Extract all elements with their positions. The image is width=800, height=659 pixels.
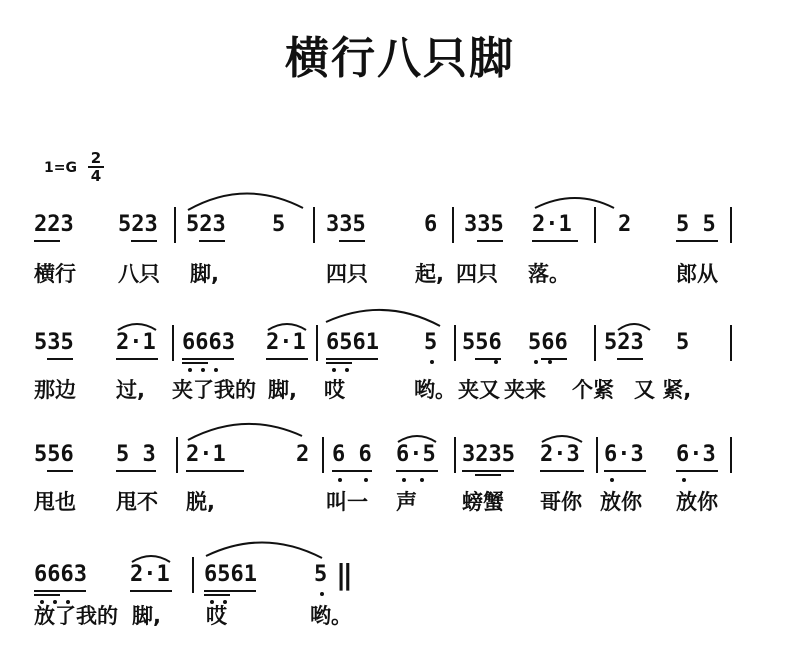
note-group: 2·1 <box>186 442 226 467</box>
note-group: 2·1 <box>116 330 156 355</box>
lyric: 螃蟹 <box>462 490 504 514</box>
note-group: 556 <box>34 442 74 467</box>
lyric: 夹了我的 <box>172 378 256 402</box>
note-group: 223 <box>34 212 74 237</box>
lyric: 脚, <box>132 604 161 628</box>
note-group: 3235 <box>462 442 515 467</box>
lyric: 过, <box>116 378 145 402</box>
note-group: 6561 <box>204 562 257 587</box>
lyric: 脱, <box>186 490 215 514</box>
note-group: 335 <box>464 212 504 237</box>
lyric: 声 <box>396 490 417 514</box>
time-signature-top: 2 <box>90 149 102 167</box>
lyric: 哟。 <box>414 378 456 402</box>
lyric: 四只 <box>456 262 498 286</box>
lyric: 八只 <box>118 262 160 286</box>
time-signature-bottom: 4 <box>88 166 104 184</box>
note-group: 566 <box>528 330 568 355</box>
note-group: 6·3 <box>604 442 644 467</box>
lyric: 放了我的 <box>34 604 118 628</box>
note-group: 5 <box>272 212 286 237</box>
note-group: 2·1 <box>266 330 306 355</box>
note-group: 556 <box>462 330 502 355</box>
note-group: 2 <box>296 442 310 467</box>
note-group: 5 <box>676 330 690 355</box>
lyric: 那边 <box>34 378 76 402</box>
lyric: 放你 <box>600 490 642 514</box>
lyric: 夹又 <box>458 378 500 402</box>
note-group: 523 <box>186 212 226 237</box>
note-group: 6663 <box>34 562 87 587</box>
lyric: 哥你 <box>540 490 582 514</box>
note-group: 6 6 <box>332 442 372 467</box>
note-group: 6·3 <box>676 442 716 467</box>
lyric: 横行 <box>34 262 76 286</box>
lyric: 放你 <box>676 490 718 514</box>
lyric: 又 紧, <box>634 378 692 402</box>
lyric: 脚, <box>190 262 219 286</box>
lyric: 落。 <box>528 262 570 286</box>
lyric: 四只 <box>326 262 368 286</box>
note-group: 2·3 <box>540 442 580 467</box>
note-group: 2 <box>618 212 632 237</box>
note-group: 2·1 <box>532 212 572 237</box>
note-group: 6·5 <box>396 442 436 467</box>
lyric: 哎 <box>324 378 345 402</box>
lyric: 郎从 <box>676 262 718 286</box>
note-group: 6 <box>424 212 438 237</box>
lyric: 脚, <box>268 378 297 402</box>
final-barline: ‖ <box>336 558 353 591</box>
key-signature: 1=G <box>44 160 77 176</box>
lyric: 叫一 <box>326 490 368 514</box>
note-group: 5 <box>424 330 438 355</box>
note-group: 6663 <box>182 330 235 355</box>
lyric: 甩不 <box>116 490 158 514</box>
lyric: 甩也 <box>34 490 76 514</box>
note-group: 2·1 <box>130 562 170 587</box>
lyric: 哟。 <box>310 604 352 628</box>
note-group: 6561 <box>326 330 379 355</box>
note-group: 5 <box>314 562 328 587</box>
note-group: 335 <box>326 212 366 237</box>
lyric: 哎 <box>206 604 227 628</box>
note-group: 5 5 <box>676 212 716 237</box>
note-group: 535 <box>34 330 74 355</box>
lyric: 夹来 <box>504 378 546 402</box>
lyric: 个紧 <box>572 378 614 402</box>
lyric: 起, <box>415 262 444 286</box>
song-title: 横行八只脚 <box>285 33 515 84</box>
note-group: 523 <box>604 330 644 355</box>
note-group: 523 <box>118 212 158 237</box>
note-group: 5 3 <box>116 442 156 467</box>
